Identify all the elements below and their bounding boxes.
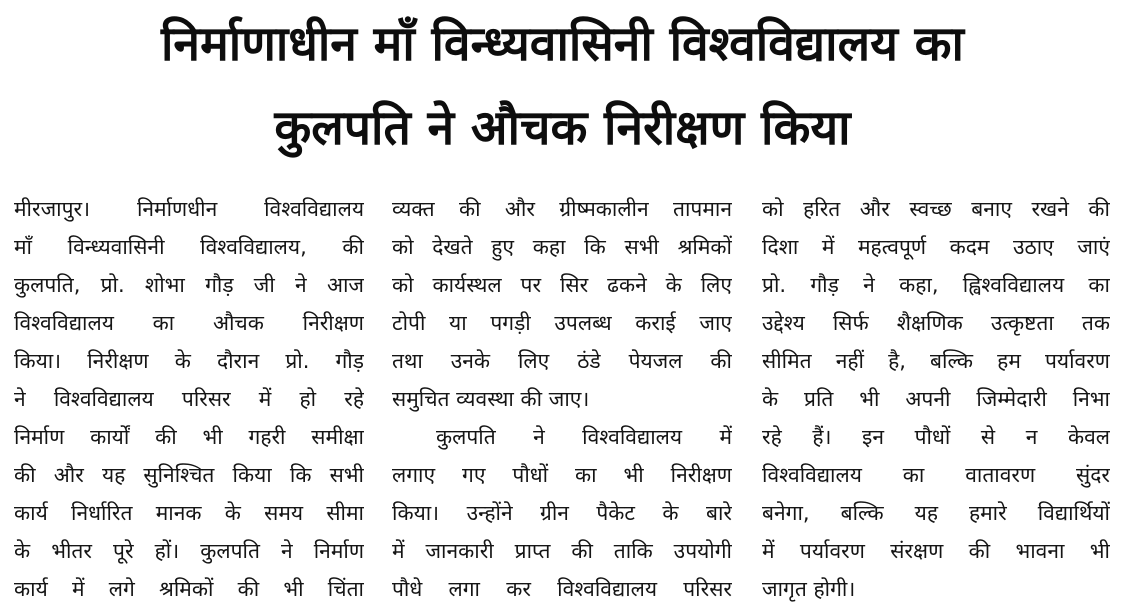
text-line: के भीतर पूरे हों। कुलपति ने निर्माण [14,539,364,563]
text-line: रहे हैं। इन पौधों से न केवल [762,425,1110,449]
text-line: को देखते हुए कहा कि सभी श्रमिकों [392,235,732,259]
text-line: ने विश्वविद्यालय परिसर में हो रहे [14,387,364,411]
text-line: में जानकारी प्राप्त की ताकि उपयोगी [392,539,732,563]
text-line: माँ विन्ध्यवासिनी विश्वविद्यालय, की [14,235,364,259]
text-line: तथा उनके लिए ठंडे पेयजल की [392,349,732,373]
text-line: दिशा में महत्वपूर्ण कदम उठाए जाएं [762,235,1110,259]
text-line: प्रो. गौड़ ने कहा, ह्विश्वविद्यालय का [762,273,1110,297]
text-line: विश्वविद्यालय का औचक निरीक्षण [14,311,364,335]
text-line: कुलपति, प्रो. शोभा गौड़ जी ने आज [14,273,364,297]
article-column-2 [392,190,732,610]
text-line: उद्देश्य सिर्फ शैक्षणिक उत्कृष्टता तक [762,311,1110,335]
text-line: कार्य में लगे श्रमिकों की भी चिंता [14,577,364,601]
article-column-3 [762,190,1110,610]
text-line: समुचित व्यवस्था की जाए। [392,387,590,411]
text-line: व्यक्त की और ग्रीष्मकालीन तापमान [392,197,732,221]
text-line: में पर्यावरण संरक्षण की भावना भी [762,539,1110,563]
article-column-1 [14,190,364,610]
text-line: किया। निरीक्षण के दौरान प्रो. गौड़ [14,349,364,373]
text-line: सीमित नहीं है, बल्कि हम पर्यावरण [762,349,1110,373]
headline-line-2: कुलपति ने औचक निरीक्षण किया [274,100,851,156]
text-line: मीरजापुर। निर्माणधीन विश्वविद्यालय [14,197,364,221]
text-line: जागृत होगी। [762,577,856,601]
text-line: विश्वविद्यालय का वातावरण सुंदर [762,463,1110,487]
paragraph-start-line: कुलपति ने विश्वविद्यालय में [436,425,732,449]
text-line: लगाए गए पौधों का भी निरीक्षण [392,463,732,487]
text-line: पौधे लगा कर विश्वविद्यालय परिसर [392,577,732,601]
text-line: किया। उन्होंने ग्रीन पैकेट के बारे [392,501,732,525]
text-line: निर्माण कार्यों की भी गहरी समीक्षा [14,425,364,449]
headline-line-1: निर्माणाधीन माँ विन्ध्यवासिनी विश्वविद्यालय का [161,16,964,72]
text-line: बनेगा, बल्कि यह हमारे विद्यार्थियों [762,501,1110,525]
text-line: को हरित और स्वच्छ बनाए रखने की [762,197,1110,221]
text-line: के प्रति भी अपनी जिम्मेदारी निभा [762,387,1110,411]
text-line: को कार्यस्थल पर सिर ढकने के लिए [392,273,732,297]
text-line: कार्य निर्धारित मानक के समय सीमा [14,501,364,525]
text-line: टोपी या पगड़ी उपलब्ध कराई जाए [392,311,732,335]
text-line: की और यह सुनिश्चित किया कि सभी [14,463,364,487]
